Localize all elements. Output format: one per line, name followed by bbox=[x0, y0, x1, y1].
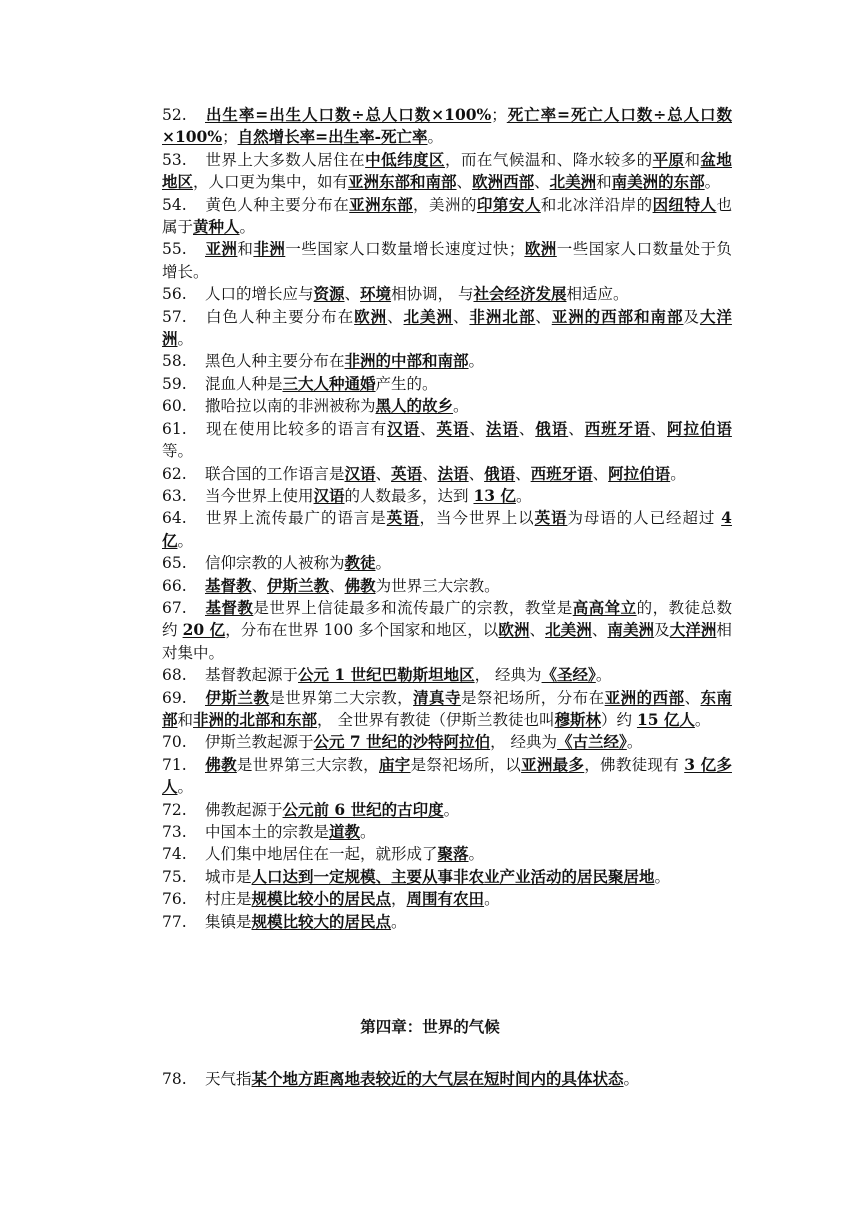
item-number: 55. bbox=[162, 240, 187, 259]
item-number: 66. bbox=[162, 576, 187, 595]
item-text: 。 bbox=[177, 531, 194, 550]
item-text: ，而在气候温和、降水较多的 bbox=[444, 150, 653, 169]
item-text: ，当今世界上以 bbox=[419, 509, 535, 528]
list-item bbox=[162, 687, 732, 732]
answer-key-term: 欧洲 bbox=[498, 620, 530, 640]
answer-key-term: 规模比较大的居民点 bbox=[251, 911, 392, 931]
answer-key-term: 非洲北部 bbox=[469, 306, 536, 326]
item-text: 。 bbox=[375, 554, 392, 573]
answer-key-term: 英语 bbox=[436, 418, 470, 438]
list-item bbox=[162, 866, 732, 888]
list-item bbox=[162, 1068, 732, 1090]
answer-key-term: 死亡率=死亡人口数÷总人口数×100% bbox=[162, 105, 732, 147]
item-text: 、 bbox=[456, 173, 473, 192]
item-number: 65. bbox=[162, 554, 187, 573]
item-text: 。 bbox=[694, 710, 711, 729]
answer-key-term: 20 亿 bbox=[182, 620, 226, 640]
item-text: 一些国家人口数量处于负增长。 bbox=[162, 240, 732, 281]
item-number: 73. bbox=[162, 823, 187, 841]
item-text: ，美洲的 bbox=[413, 195, 477, 214]
item-text: 为世界三大宗教。 bbox=[375, 576, 500, 595]
item-number: 62. bbox=[162, 464, 187, 483]
answer-key-term: 亚洲东部和南部 bbox=[348, 172, 457, 192]
item-text: 的，教徒总数约 bbox=[162, 598, 732, 640]
item-text: ）约 bbox=[601, 710, 637, 729]
item-number: 71. bbox=[162, 755, 187, 774]
item-text: 、 bbox=[591, 621, 608, 640]
item-number: 74. bbox=[162, 845, 187, 864]
item-number: 63. bbox=[162, 486, 187, 505]
item-text: 相对集中。 bbox=[162, 621, 732, 662]
item-number: 64. bbox=[162, 509, 187, 528]
item-text: 是世界第二大宗教， bbox=[269, 688, 414, 707]
list-item bbox=[162, 373, 732, 395]
item-text: 基督教起源于 bbox=[205, 666, 299, 685]
answer-key-term: 公元 7 世纪的沙特阿拉伯 bbox=[313, 732, 491, 752]
answer-key-term: 佛教 bbox=[344, 575, 376, 595]
item-text: 。 bbox=[468, 352, 485, 371]
item-text: 、 bbox=[534, 173, 550, 192]
answer-key-term: 平原 bbox=[652, 149, 685, 169]
item-text: 。 bbox=[391, 912, 407, 931]
answer-key-term: 资源 bbox=[313, 284, 345, 304]
item-text: 的人数最多，达到 bbox=[344, 486, 474, 505]
answer-key-term: 高高耸立 bbox=[572, 597, 637, 617]
item-number: 59. bbox=[162, 374, 187, 393]
item-text: 。 bbox=[515, 486, 532, 505]
answer-key-term: 亚洲东部 bbox=[349, 194, 414, 214]
item-text: 黑色人种主要分布在 bbox=[205, 352, 345, 371]
item-number: 58. bbox=[162, 352, 187, 371]
list-item bbox=[162, 194, 732, 239]
item-text: 、 bbox=[592, 464, 609, 483]
answer-key-term: 英语 bbox=[391, 463, 423, 483]
answer-key-term: 南美洲的东部 bbox=[611, 172, 705, 192]
item-text: 、 bbox=[422, 464, 438, 483]
item-text: 产生的。 bbox=[375, 374, 438, 393]
item-text: 中国本土的宗教是 bbox=[205, 823, 330, 841]
item-text: 、 bbox=[420, 419, 437, 438]
answer-key-term: 欧洲 bbox=[354, 306, 388, 326]
answer-key-term: 中低纬度区 bbox=[365, 149, 445, 169]
answer-key-term: 公元前 6 世纪的古印度 bbox=[282, 799, 444, 819]
answer-key-term: 非洲 bbox=[253, 239, 286, 259]
list-item bbox=[162, 283, 732, 305]
item-number: 54. bbox=[162, 195, 187, 214]
item-text: 白色人种主要分布在 bbox=[205, 307, 355, 326]
answer-key-term: 穆斯林 bbox=[554, 709, 601, 729]
item-text: 、 bbox=[535, 307, 552, 326]
item-text: ； bbox=[491, 106, 507, 124]
item-text: 。 bbox=[453, 397, 469, 416]
list-item bbox=[162, 731, 732, 753]
item-text: 、 bbox=[344, 285, 361, 304]
item-text: ，人口更为集中，如有 bbox=[193, 173, 349, 192]
item-text: 一些国家人口数量增长速度过快； bbox=[285, 240, 525, 259]
answer-key-term: 盆地地区 bbox=[162, 149, 732, 192]
list-item bbox=[162, 575, 732, 597]
list-item bbox=[162, 395, 732, 417]
answer-key-term: 北美洲 bbox=[549, 172, 597, 192]
item-number: 52. bbox=[162, 106, 187, 124]
item-text: 相适应。 bbox=[566, 285, 629, 304]
item-text: 。 bbox=[177, 778, 194, 797]
answer-key-term: 13 亿 bbox=[473, 485, 516, 505]
answer-key-term: 人口达到一定规模、主要从事非农业产业活动的居民聚居地 bbox=[251, 866, 655, 886]
item-number: 77. bbox=[162, 912, 187, 931]
answer-key-term: 规模比较小的居民点 bbox=[251, 889, 392, 909]
item-text: 及 bbox=[683, 307, 700, 326]
item-text: ， 全世界有教徒（伊斯兰教徒也叫 bbox=[317, 710, 555, 729]
item-text: 。 bbox=[623, 1070, 640, 1088]
item-text: 人口的增长应与 bbox=[205, 285, 314, 304]
answer-key-term: 黄种人 bbox=[193, 217, 240, 237]
list-item bbox=[162, 911, 732, 933]
answer-key-term: 西班牙语 bbox=[530, 463, 593, 483]
list-item bbox=[162, 799, 732, 821]
item-text: 人们集中地居住在一起，就形成了 bbox=[205, 845, 438, 864]
item-text: 、 bbox=[329, 576, 345, 595]
item-text: 等。 bbox=[162, 442, 194, 461]
item-text: 。 bbox=[427, 128, 444, 147]
item-text: 世界上流传最广的语言是 bbox=[205, 509, 387, 528]
item-text: 相协调， 与 bbox=[391, 285, 474, 304]
item-text: 现在使用比较多的语言有 bbox=[205, 419, 388, 438]
answer-key-term: 大洋洲 bbox=[162, 306, 732, 349]
answer-key-term: 亚洲最多 bbox=[521, 754, 585, 774]
item-number: 56. bbox=[162, 285, 187, 304]
answer-key-term: 道教 bbox=[329, 822, 361, 841]
item-number: 67. bbox=[162, 598, 187, 617]
answer-key-term: 庙宇 bbox=[378, 754, 411, 774]
item-text: ， 经典为 bbox=[474, 666, 542, 685]
item-text: 。 bbox=[484, 890, 500, 909]
item-text: 是祭祀场所，以 bbox=[410, 755, 522, 774]
answer-key-term: 阿拉伯语 bbox=[667, 418, 732, 438]
answer-key-term: 英语 bbox=[534, 508, 568, 528]
item-text: 。 bbox=[177, 330, 194, 349]
answer-key-term: 15 亿人 bbox=[636, 709, 695, 729]
item-text: 、 bbox=[568, 419, 585, 438]
item-number: 78. bbox=[162, 1070, 187, 1088]
list-item bbox=[162, 463, 732, 485]
list-item bbox=[162, 843, 732, 865]
answer-key-term: 西班牙语 bbox=[584, 418, 651, 438]
item-number: 68. bbox=[162, 666, 187, 685]
answer-key-term: 基督教 bbox=[205, 597, 254, 617]
list-item bbox=[162, 597, 732, 664]
item-text: 和 bbox=[684, 150, 701, 169]
list-item bbox=[162, 238, 732, 283]
item-text: 黄色人种主要分布在 bbox=[205, 195, 350, 214]
item-text: 是祭祀场所，分布在 bbox=[460, 688, 605, 707]
answer-key-term: 出生率=出生人口数÷总人口数×100% bbox=[205, 105, 492, 124]
item-number: 76. bbox=[162, 890, 187, 909]
answer-key-term: 周围有农田 bbox=[406, 889, 485, 909]
answer-key-term: 法语 bbox=[437, 463, 469, 483]
item-text: 、 bbox=[515, 464, 531, 483]
answer-key-term: 亚洲的西部 bbox=[604, 687, 685, 707]
answer-key-term: 欧洲 bbox=[524, 239, 557, 259]
list-item bbox=[162, 552, 732, 574]
answer-key-term: 亚洲 bbox=[205, 239, 238, 259]
answer-key-term: 大洋洲 bbox=[669, 620, 717, 640]
item-text: 天气指 bbox=[205, 1070, 252, 1088]
item-text: 及 bbox=[654, 621, 670, 640]
item-text: 、 bbox=[650, 419, 668, 438]
answer-key-term: 汉语 bbox=[313, 485, 345, 505]
answer-key-term: 自然增长率=出生率-死亡率 bbox=[237, 127, 428, 147]
answer-key-term: 法语 bbox=[485, 418, 519, 438]
item-text: 信仰宗教的人被称为 bbox=[205, 554, 345, 573]
item-text: 世界上大多数人居住在 bbox=[205, 150, 366, 169]
item-text: 联合国的工作语言是 bbox=[205, 464, 345, 483]
item-text: ； bbox=[222, 128, 238, 147]
answer-key-term: 北美洲 bbox=[403, 306, 453, 326]
answer-key-term: 东南部 bbox=[162, 687, 732, 729]
list-item bbox=[162, 306, 732, 351]
answer-key-term: 清真寺 bbox=[413, 687, 461, 707]
item-text: 和 bbox=[237, 240, 254, 259]
item-number: 60. bbox=[162, 397, 187, 416]
item-number: 70. bbox=[162, 733, 187, 752]
item-text: 撒哈拉以南的非洲被称为 bbox=[205, 397, 376, 416]
answer-key-term: 社会经济发展 bbox=[473, 284, 567, 304]
item-number: 69. bbox=[162, 688, 187, 707]
answer-key-term: 阿拉伯语 bbox=[608, 463, 671, 483]
item-text: 和 bbox=[177, 710, 194, 729]
list-item bbox=[162, 350, 732, 372]
answer-key-term: 非洲的中部和南部 bbox=[344, 351, 469, 371]
item-text: 为母语的人已经超过 bbox=[567, 509, 722, 528]
answer-key-term: 《古兰经》 bbox=[557, 732, 627, 752]
item-text: 。 bbox=[654, 867, 671, 886]
item-text: 。 bbox=[626, 733, 643, 752]
list-item bbox=[162, 888, 732, 910]
list-item bbox=[162, 149, 732, 194]
item-text: 、 bbox=[452, 307, 470, 326]
item-text: 混血人种是 bbox=[205, 374, 283, 393]
item-number: 57. bbox=[162, 307, 187, 326]
answer-key-term: 俄语 bbox=[535, 418, 569, 438]
item-text: 、 bbox=[469, 419, 486, 438]
answer-key-term: 公元 1 世纪巴勒斯坦地区 bbox=[298, 665, 475, 685]
answer-key-term: 教徒 bbox=[344, 553, 376, 573]
answer-key-term: 《圣经》 bbox=[541, 665, 596, 685]
chapter-heading: 第四章：世界的气候 bbox=[360, 1018, 500, 1036]
item-number: 61. bbox=[162, 419, 187, 438]
answer-key-term: 黑人的故乡 bbox=[375, 396, 454, 416]
item-text: 、 bbox=[387, 307, 404, 326]
item-text: 。 bbox=[468, 845, 485, 864]
answer-key-term: 亚洲的西部和南部 bbox=[551, 306, 684, 326]
answer-key-term: 聚落 bbox=[437, 844, 469, 864]
item-text: 和 bbox=[596, 173, 612, 192]
answer-key-term: 汉语 bbox=[387, 418, 420, 438]
item-text: 和北冰洋沿岸的 bbox=[540, 195, 653, 214]
item-text: 。 bbox=[443, 800, 460, 819]
answer-key-term: 印第安人 bbox=[476, 194, 541, 214]
answer-key-term: 南美洲 bbox=[607, 620, 655, 640]
item-text: 佛教起源于 bbox=[205, 800, 283, 819]
item-text: 。 bbox=[360, 823, 376, 841]
answer-key-term: 伊斯兰教 bbox=[267, 575, 330, 595]
list-item bbox=[162, 507, 732, 552]
answer-key-term: 4 亿 bbox=[162, 508, 732, 550]
item-text: 、 bbox=[375, 464, 392, 483]
item-text: 也属于 bbox=[162, 195, 732, 237]
answer-key-term: 佛教 bbox=[205, 754, 237, 774]
list-item bbox=[162, 664, 732, 686]
list-item bbox=[162, 821, 732, 843]
item-text: 伊斯兰教起源于 bbox=[205, 733, 314, 752]
item-text: 、 bbox=[684, 688, 701, 707]
answer-key-term: 三大人种通婚 bbox=[282, 373, 376, 393]
item-text: 、 bbox=[529, 621, 546, 640]
answer-key-term: 欧洲西部 bbox=[472, 172, 535, 192]
item-text: 城市是 bbox=[205, 867, 252, 886]
item-text: 村庄是 bbox=[205, 890, 252, 909]
item-text: 是世界第三大宗教， bbox=[236, 755, 379, 774]
answer-key-term: 3 亿多人 bbox=[162, 754, 732, 797]
answer-key-term: 非洲的北部和东部 bbox=[193, 709, 318, 729]
item-text: 当今世界上使用 bbox=[205, 486, 314, 505]
item-text: 是世界上信徒最多和流传最广的宗教，教堂是 bbox=[253, 598, 573, 617]
answer-key-term: 伊斯兰教 bbox=[205, 687, 270, 707]
item-text: 集镇是 bbox=[205, 912, 252, 931]
list-item bbox=[162, 418, 732, 463]
item-text: 。 bbox=[239, 218, 256, 237]
answer-key-term: 汉语 bbox=[344, 463, 376, 483]
answer-key-term: 基督教 bbox=[205, 575, 252, 595]
answer-key-term: 俄语 bbox=[484, 463, 516, 483]
item-text: ，佛教徒现有 bbox=[584, 755, 685, 774]
item-number: 53. bbox=[162, 150, 187, 169]
item-text: 。 bbox=[595, 666, 612, 685]
list-item bbox=[162, 485, 732, 507]
answer-key-term: 因纽特人 bbox=[652, 194, 717, 214]
item-text: 。 bbox=[704, 173, 721, 192]
answer-key-term: 环境 bbox=[360, 284, 392, 304]
item-text: 、 bbox=[251, 576, 268, 595]
item-text: 、 bbox=[518, 419, 536, 438]
item-text: 、 bbox=[468, 464, 485, 483]
item-text: ， 经典为 bbox=[490, 733, 558, 752]
item-number: 75. bbox=[162, 867, 187, 886]
list-item bbox=[162, 104, 732, 149]
item-text: ， bbox=[391, 890, 407, 909]
list-item bbox=[162, 754, 732, 799]
item-text: ，分布在世界 100 多个国家和地区，以 bbox=[225, 621, 499, 640]
answer-key-term: 英语 bbox=[386, 508, 420, 528]
item-number: 72. bbox=[162, 800, 187, 819]
item-text: 。 bbox=[670, 464, 686, 483]
answer-key-term: 某个地方距离地表较近的大气层在短时间内的具体状态 bbox=[251, 1069, 624, 1088]
answer-key-term: 北美洲 bbox=[545, 620, 592, 640]
numbered-list bbox=[162, 104, 732, 933]
